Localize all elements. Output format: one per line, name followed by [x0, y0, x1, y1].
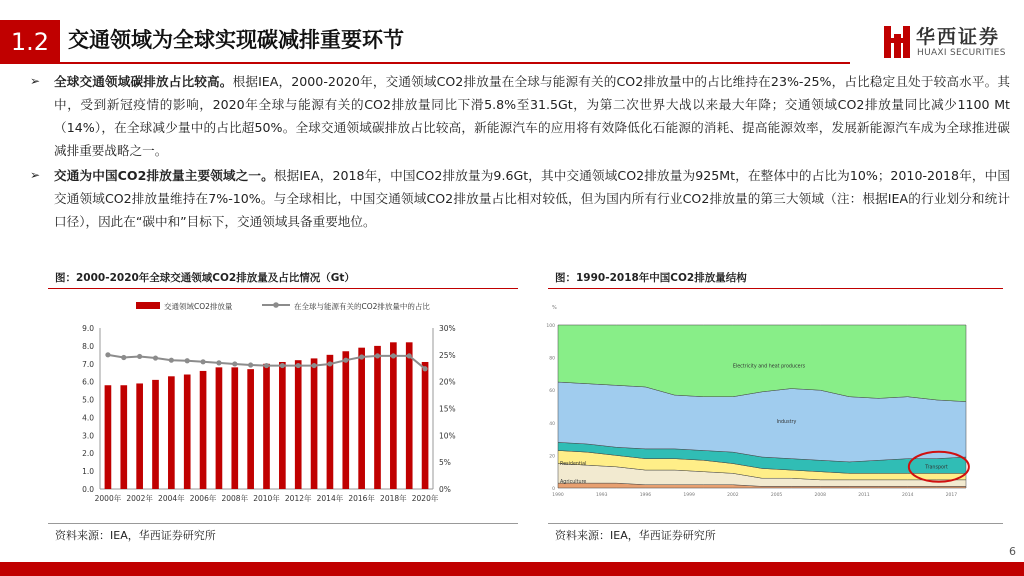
x-tick-label: 2018年	[380, 494, 407, 503]
y-left-tick-label: 4.0	[82, 413, 94, 423]
bullet-list	[30, 70, 1010, 233]
line-point	[169, 358, 174, 363]
y-left-tick-label: 2.0	[82, 449, 94, 459]
footer-bar	[0, 562, 1024, 576]
x-tick-label: 1990	[552, 493, 564, 498]
bar	[342, 351, 349, 489]
x-tick-label: 2020年	[411, 494, 439, 503]
left-source-divider	[48, 523, 518, 524]
line-point	[153, 355, 158, 360]
y-left-tick-label: 6.0	[82, 377, 94, 387]
line-point	[422, 366, 427, 371]
line-point	[105, 352, 110, 357]
section-number: 1.2	[0, 20, 60, 64]
bar	[374, 346, 381, 489]
bar	[136, 383, 143, 489]
y-left-tick-label: 1.0	[82, 467, 94, 477]
bullet-text: 根据IEA，2000-2020年，交通领域CO2排放量在全球与能源有关的CO2排放量中的占比维持在23%-25%，占比稳定且处于较高水平。其中，受到新冠疫情的影响，2020年全球与能源有关的CO2排放量同比下滑5.8%至31.5Gt，为第二次世界大战以来最大年降；交通领域CO2排放量同比减少1100 Mt（14%），在全球减少量中的占比超50%。全球交通领域碳排放占比较高，新能源汽车的应用将有效降低化石能源的消耗、提高能源效率，发展新能源汽车成为全球推进碳减排重要战略之一。	[54, 74, 1011, 158]
x-tick-label: 2017	[945, 493, 958, 498]
left-chart	[48, 292, 518, 522]
bullet-text: 根据IEA，2018年，中国CO2排放量为9.6Gt，其中交通领域CO2排放量为925Mt，在整体中的占比为10%；2010-2018年，中国交通领域CO2排放量维持在7%-10%。与全球相比，中国交通领域CO2排放量占比相对较低，但为国内所有行业CO2排放量的第三大领域（注：根据IEA的行业划分和统计口径），因此在“碳中和”目标下，交通领域具备重要地位。	[54, 168, 1010, 229]
x-tick-label: 2004年	[158, 494, 185, 503]
bar	[422, 362, 429, 489]
line-point	[280, 363, 285, 368]
bar	[263, 364, 270, 489]
x-tick-label: 2012年	[284, 494, 312, 503]
logo-en-text: HUAXI SECURITIES	[917, 48, 1006, 58]
bar	[295, 360, 302, 489]
bar	[247, 369, 254, 489]
legend-line-marker	[273, 302, 279, 308]
area-annotation: Residential	[560, 462, 587, 468]
right-chart	[548, 292, 1003, 522]
header-divider	[60, 62, 850, 64]
y-tick-label: 40	[549, 421, 555, 427]
bar	[311, 358, 318, 489]
x-tick-label: 2008	[814, 493, 827, 498]
huaxi-logo-icon	[882, 22, 912, 62]
area-annotation: Industry	[776, 419, 797, 425]
x-tick-label: 1999	[683, 493, 695, 498]
line-point	[407, 353, 412, 358]
area-annotation: Agriculture	[560, 480, 587, 486]
area-annotation: Transport	[925, 465, 948, 471]
bullet-item	[30, 70, 1010, 162]
y-right-tick-label: 0%	[439, 485, 451, 494]
right-caption-divider	[548, 288, 1003, 289]
x-tick-label: 2011	[858, 493, 870, 498]
y-tick-label: 0	[552, 487, 555, 492]
bullet-bold-lead: 交通为中国CO2排放量主要领域之一。	[54, 168, 274, 183]
bullet-bold-lead: 全球交通领域碳排放占比较高。	[54, 74, 233, 89]
x-tick-label: 2016年	[348, 494, 375, 503]
right-figure-caption: 图：1990-2018年中国CO2排放量结构	[555, 272, 747, 284]
legend-bar-swatch	[136, 302, 160, 309]
y-left-tick-label: 0.0	[82, 485, 94, 494]
y-tick-label: 60	[549, 389, 555, 395]
x-tick-label: 2005	[770, 493, 783, 498]
line-point	[185, 358, 190, 363]
line-point	[264, 363, 269, 368]
bar	[358, 348, 365, 489]
bar	[406, 342, 413, 489]
logo-cn-text: 华西证券	[916, 26, 1001, 48]
y-right-tick-label: 20%	[439, 377, 456, 387]
line-point	[311, 363, 316, 368]
x-tick-label: 2002	[727, 493, 739, 498]
y-right-tick-label: 5%	[439, 458, 451, 468]
line-point	[121, 355, 126, 360]
page-number: 6	[1009, 545, 1016, 558]
x-tick-label: 1993	[595, 493, 608, 498]
bar	[200, 371, 207, 489]
y-right-tick-label: 30%	[439, 324, 456, 333]
right-source-divider	[548, 523, 1003, 524]
bar	[216, 367, 223, 489]
slide-header	[0, 20, 1024, 64]
x-tick-label: 2008年	[221, 494, 249, 503]
y-tick-label: 80	[549, 356, 555, 362]
x-tick-label: 2000年	[94, 494, 122, 503]
bar	[327, 355, 334, 489]
page-title: 交通领域为全球实现碳减排重要环节	[68, 28, 404, 52]
x-tick-label: 2002年	[126, 494, 153, 503]
line-point	[248, 362, 253, 367]
y-left-tick-label: 9.0	[82, 324, 94, 333]
line-point	[375, 353, 380, 358]
line-point	[327, 361, 332, 366]
x-tick-label: 2010年	[253, 494, 280, 503]
x-tick-label: 2014年	[316, 494, 344, 503]
legend-label: 在全球与能源有关的CO2排放量中的占比	[294, 302, 430, 311]
arrow-bullet-icon: ➢	[30, 74, 41, 88]
line-point	[137, 354, 142, 359]
arrow-bullet-icon: ➢	[30, 168, 41, 182]
y-right-tick-label: 15%	[439, 404, 456, 414]
line-point	[296, 363, 301, 368]
bar	[105, 385, 112, 489]
left-figure-source: 资料来源：IEA，华西证券研究所	[55, 529, 216, 542]
line-point	[359, 354, 364, 359]
line-point	[200, 359, 205, 364]
y-tick-label: 100	[546, 324, 555, 329]
bar	[390, 342, 397, 489]
bullet-item	[30, 164, 1010, 233]
line-point	[232, 361, 237, 366]
bar	[152, 380, 159, 489]
y-right-tick-label: 10%	[439, 431, 456, 441]
x-tick-label: 2006年	[189, 494, 217, 503]
bar	[184, 375, 191, 489]
line-point	[343, 358, 348, 363]
line-point	[391, 353, 396, 358]
x-tick-label: 1996	[639, 493, 652, 498]
y-right-tick-label: 25%	[439, 350, 456, 360]
y-left-tick-label: 8.0	[82, 341, 94, 351]
left-caption-divider	[48, 288, 518, 289]
y-left-tick-label: 5.0	[82, 395, 94, 405]
bar	[231, 367, 238, 489]
bar	[279, 362, 286, 489]
line-point	[216, 360, 221, 365]
left-figure-caption: 图：2000-2020年全球交通领域CO2排放量及占比情况（Gt）	[55, 272, 355, 284]
y-left-tick-label: 7.0	[82, 359, 94, 369]
y-tick-label: 20	[549, 454, 555, 460]
y-left-tick-label: 3.0	[82, 431, 94, 441]
bar	[120, 385, 127, 489]
company-logo	[880, 20, 1020, 64]
area-annotation: Electricity and heat producers	[732, 364, 806, 370]
y-axis-label: %	[552, 305, 557, 311]
bar	[168, 376, 175, 489]
legend-label: 交通领域CO2排放量	[164, 302, 233, 311]
right-figure-source: 资料来源：IEA，华西证券研究所	[555, 529, 716, 542]
x-tick-label: 2014	[901, 493, 914, 498]
